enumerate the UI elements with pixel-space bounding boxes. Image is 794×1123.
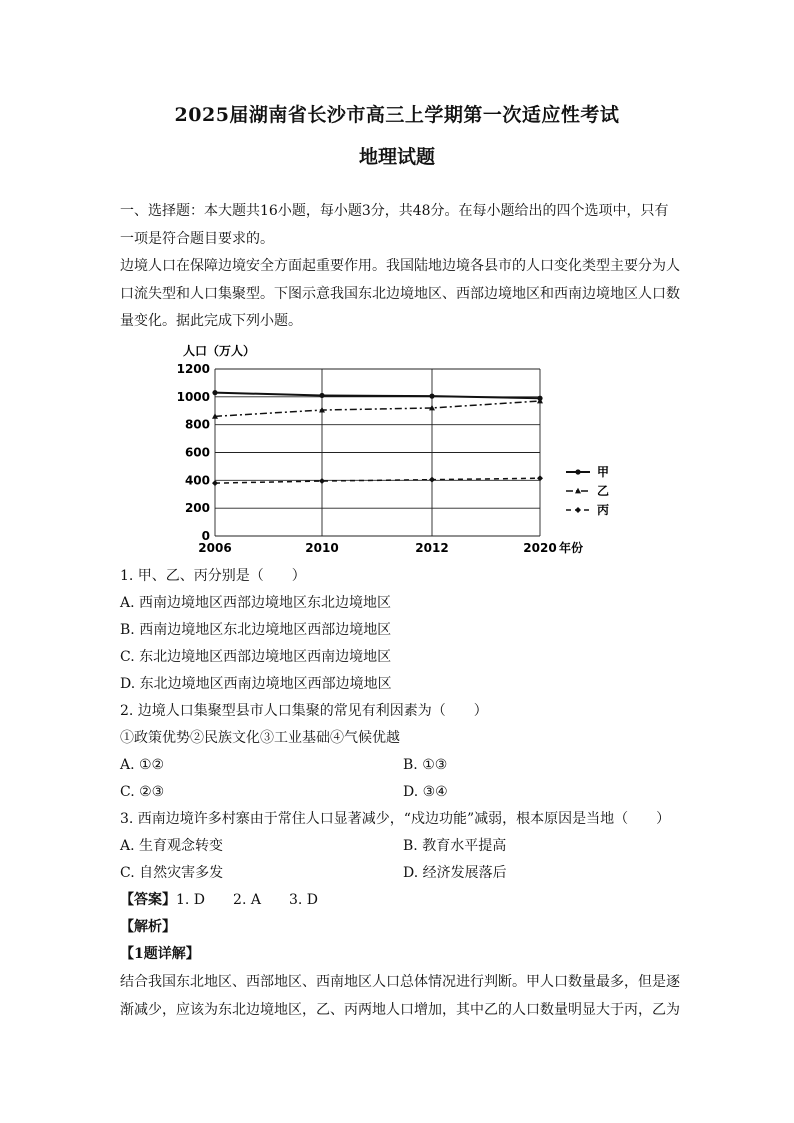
x-tick-labels bbox=[198, 541, 556, 555]
data-point bbox=[319, 393, 324, 398]
question-3-stem: 3. 西南边境许多村寨由于常住人口显著减少，“戍边功能”减弱，根本原因是当地（ ） bbox=[120, 811, 671, 827]
question-3-option-b[interactable]: B. 教育水平提高 bbox=[403, 838, 507, 854]
data-point bbox=[212, 390, 217, 395]
y-tick-labels bbox=[177, 362, 210, 543]
question-1-stem: 1. 甲、乙、丙分别是（ ） bbox=[120, 568, 306, 584]
answer-label: 【答案】 bbox=[120, 892, 176, 908]
question-2-note: ①政策优势②民族文化③工业基础④气候优越 bbox=[120, 730, 400, 746]
question-1-option-d[interactable]: D. 东北边境地区西南边境地区西部边境地区 bbox=[120, 676, 392, 692]
x-tick-label: 2020 bbox=[523, 541, 557, 555]
question-2-option-a[interactable]: A. ①② bbox=[120, 757, 165, 773]
x-tick-label: 2012 bbox=[415, 541, 449, 555]
question-1-option-a[interactable]: A. 西南边境地区西部边境地区东北边境地区 bbox=[120, 595, 392, 611]
analysis-text: 结合我国东北地区、西部地区、西南地区人口总体情况进行判断。甲人口数量最多，但是逐渐减少，应该为东北边境地区，乙、丙两地人口增加，其中乙的人口数量明显大于丙，乙为 bbox=[120, 974, 680, 1018]
x-tick-label: 2010 bbox=[305, 541, 339, 555]
y-tick-label: 200 bbox=[184, 501, 210, 516]
y-tick-label: 1000 bbox=[176, 389, 210, 404]
analysis-label: 【解析】 bbox=[120, 919, 176, 935]
question-3-option-c[interactable]: C. 自然灾害多发 bbox=[120, 865, 224, 881]
data-point bbox=[212, 480, 218, 486]
y-tick-label: 1200 bbox=[176, 362, 210, 376]
answer-text: 1. D 2. A 3. D bbox=[176, 892, 318, 908]
question-3-option-a[interactable]: A. 生育观念转变 bbox=[120, 838, 224, 854]
y-axis-label: 人口（万人） bbox=[183, 344, 256, 358]
question-2-stem: 2. 边境人口集聚型县市人口集聚的常见有利因素为（ ） bbox=[120, 703, 488, 719]
question-1-option-c[interactable]: C. 东北边境地区西部边境地区西南边境地区 bbox=[120, 649, 392, 665]
chart-legend bbox=[566, 465, 609, 517]
question-2-option-c[interactable]: C. ②③ bbox=[120, 784, 165, 800]
question-2-option-d[interactable]: D. ③④ bbox=[403, 784, 448, 800]
question-2-option-b[interactable]: B. ①③ bbox=[403, 757, 448, 773]
x-tick-label: 2006 bbox=[198, 541, 232, 555]
data-point bbox=[429, 477, 435, 483]
y-tick-label: 400 bbox=[184, 473, 210, 488]
legend-label: 乙 bbox=[597, 484, 610, 498]
data-point bbox=[319, 478, 325, 484]
series-line bbox=[215, 393, 540, 399]
answer-line bbox=[120, 890, 318, 910]
material-text: 边境人口在保障边境安全方面起重要作用。我国陆地边境各县市的人口变化类型主要分为人口流失型和人口集聚型。下图示意我国东北边境地区、西部边境地区和西南边境地区人口数量变化。据此完成下列小题。 bbox=[120, 258, 680, 329]
population-line-chart bbox=[175, 340, 615, 562]
series-2 bbox=[212, 398, 543, 419]
y-tick-label: 600 bbox=[184, 445, 210, 460]
legend-marker bbox=[575, 507, 581, 513]
series-1 bbox=[212, 390, 542, 401]
legend-label: 甲 bbox=[597, 465, 610, 479]
section-instructions: 一、选择题：本大题共16小题，每小题3分，共48分。在每小题给出的四个选项中，只有一项是符合题目要求的。 bbox=[120, 203, 669, 247]
legend-marker bbox=[575, 488, 581, 494]
question-3-option-d[interactable]: D. 经济发展落后 bbox=[403, 865, 507, 881]
series-line bbox=[215, 401, 540, 416]
legend-label: 丙 bbox=[597, 503, 610, 517]
exam-subtitle: 地理试题 bbox=[358, 146, 435, 168]
y-tick-label: 800 bbox=[184, 417, 210, 432]
legend-marker bbox=[575, 469, 580, 474]
chart-series bbox=[212, 390, 543, 486]
data-point bbox=[429, 394, 434, 399]
question-1-option-b[interactable]: B. 西南边境地区东北边境地区西部边境地区 bbox=[120, 622, 392, 638]
exam-title: 2025届湖南省长沙市高三上学期第一次适应性考试 bbox=[174, 104, 620, 126]
y-tick-label: 0 bbox=[201, 529, 210, 543]
x-axis-label: 年份 bbox=[559, 541, 584, 555]
analysis-detail-label: 【1题详解】 bbox=[120, 946, 200, 962]
